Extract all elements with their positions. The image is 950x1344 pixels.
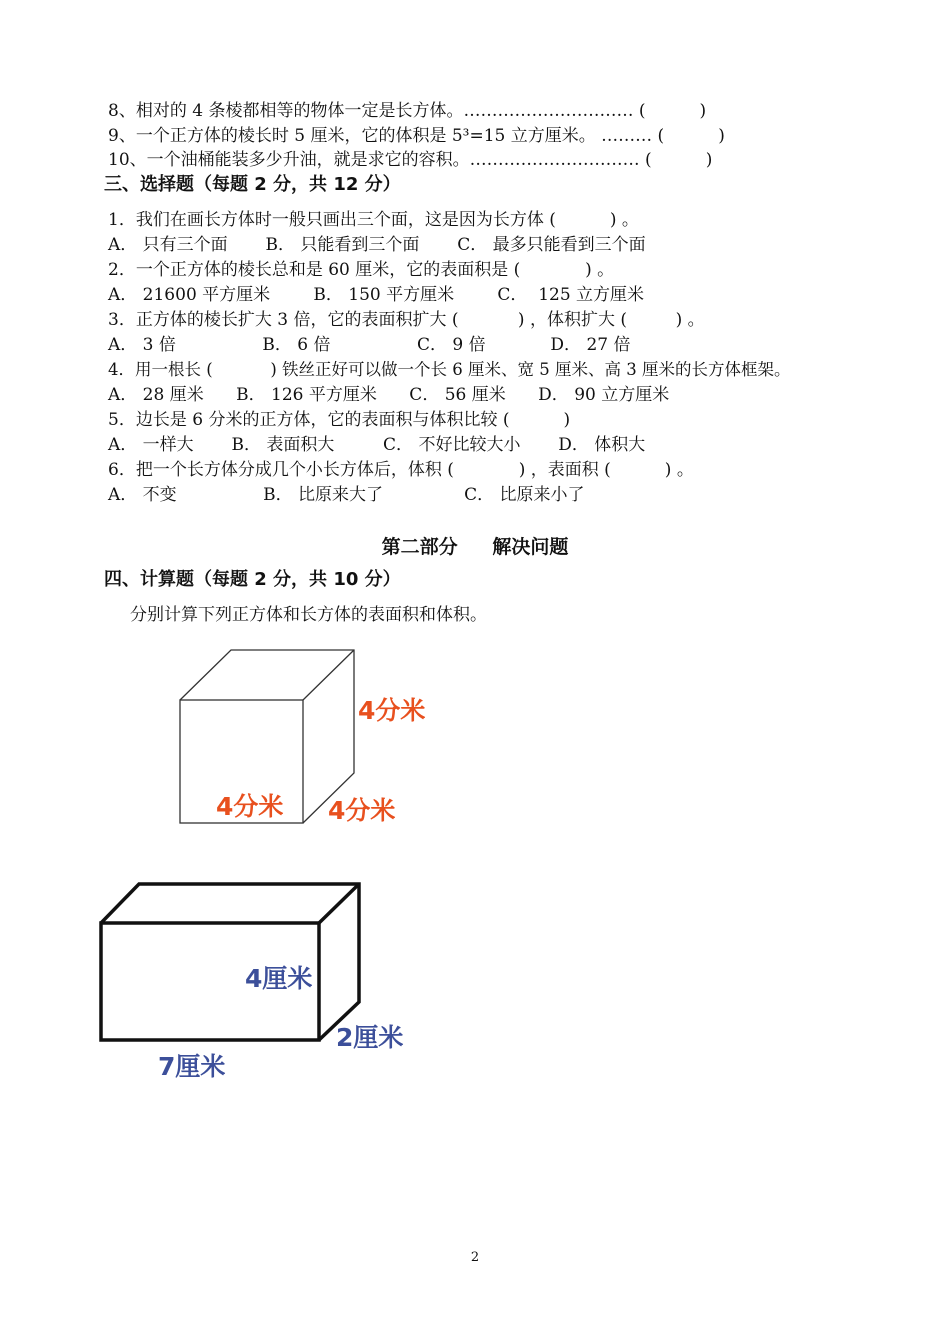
choice-q4-options: A． 28 厘米 B． 126 平方厘米 C． 56 厘米 D． 90 立方厘米	[108, 385, 670, 405]
choice-q5-options: A． 一样大 B． 表面积大 C． 不好比较大小 D． 体积大	[108, 435, 646, 455]
cuboid-label-height: 4厘米	[245, 964, 313, 993]
choice-section-heading: 三、选择题（每题 2 分，共 12 分）	[104, 174, 401, 195]
choice-q2-options: A． 21600 平方厘米 B． 150 平方厘米 C． 125 立方厘米	[108, 285, 645, 305]
choice-q3: 3．正方体的棱长扩大 3 倍，它的表面积扩大 ( ) ，体积扩大 ( ) 。	[108, 310, 705, 330]
choice-q2: 2．一个正方体的棱长总和是 60 厘米，它的表面积是 ( ) 。	[108, 260, 615, 280]
page-number: 2	[470, 1250, 480, 1265]
choice-q1-options: A． 只有三个面 B． 只能看到三个面 C． 最多只能看到三个面	[108, 235, 646, 255]
cube-top-right-edge	[303, 650, 354, 700]
cuboid-label-length: 7厘米	[158, 1052, 226, 1081]
choice-q6-options: A． 不变 B． 比原来大了 C． 比原来小了	[108, 485, 585, 505]
cuboid-top-right-edge	[319, 884, 359, 923]
judgement-item-10: 10、一个油桶能装多少升油，就是求它的容积。………………………… ( )	[108, 150, 713, 170]
cube-label-width: 4分米	[216, 792, 284, 821]
cuboid-label-depth: 2厘米	[336, 1023, 404, 1052]
choice-q5: 5．边长是 6 分米的正方体，它的表面积与体积比较 ( )	[108, 410, 571, 430]
part-two-title-b: 解决问题	[492, 536, 569, 558]
choice-q6: 6．把一个长方体分成几个小长方体后，体积 ( ) ，表面积 ( ) 。	[108, 460, 694, 480]
part-two-title-a: 第二部分	[381, 536, 458, 558]
cube-label-depth: 4分米	[328, 796, 396, 825]
choice-q1: 1．我们在画长方体时一般只画出三个面，这是因为长方体 ( ) 。	[108, 210, 639, 230]
judgement-item-8: 8、相对的 4 条棱都相等的物体一定是长方体。………………………… ( )	[108, 101, 707, 121]
calc-section-heading: 四、计算题（每题 2 分，共 10 分）	[104, 569, 401, 590]
calc-instruction: 分别计算下列正方体和长方体的表面积和体积。	[130, 605, 487, 625]
judgement-item-9: 9、一个正方体的棱长时 5 厘米，它的体积是 5³=15 立方厘米。 ……… ( )	[108, 126, 725, 146]
choice-q3-options: A． 3 倍 B． 6 倍 C． 9 倍 D． 27 倍	[108, 335, 631, 355]
choice-q4: 4．用一根长 ( ) 铁丝正好可以做一个长 6 厘米、宽 5 厘米、高 3 厘米的长方体框架。	[108, 360, 791, 379]
cube-label-height: 4分米	[358, 696, 426, 725]
cuboid-figure	[101, 884, 359, 1040]
